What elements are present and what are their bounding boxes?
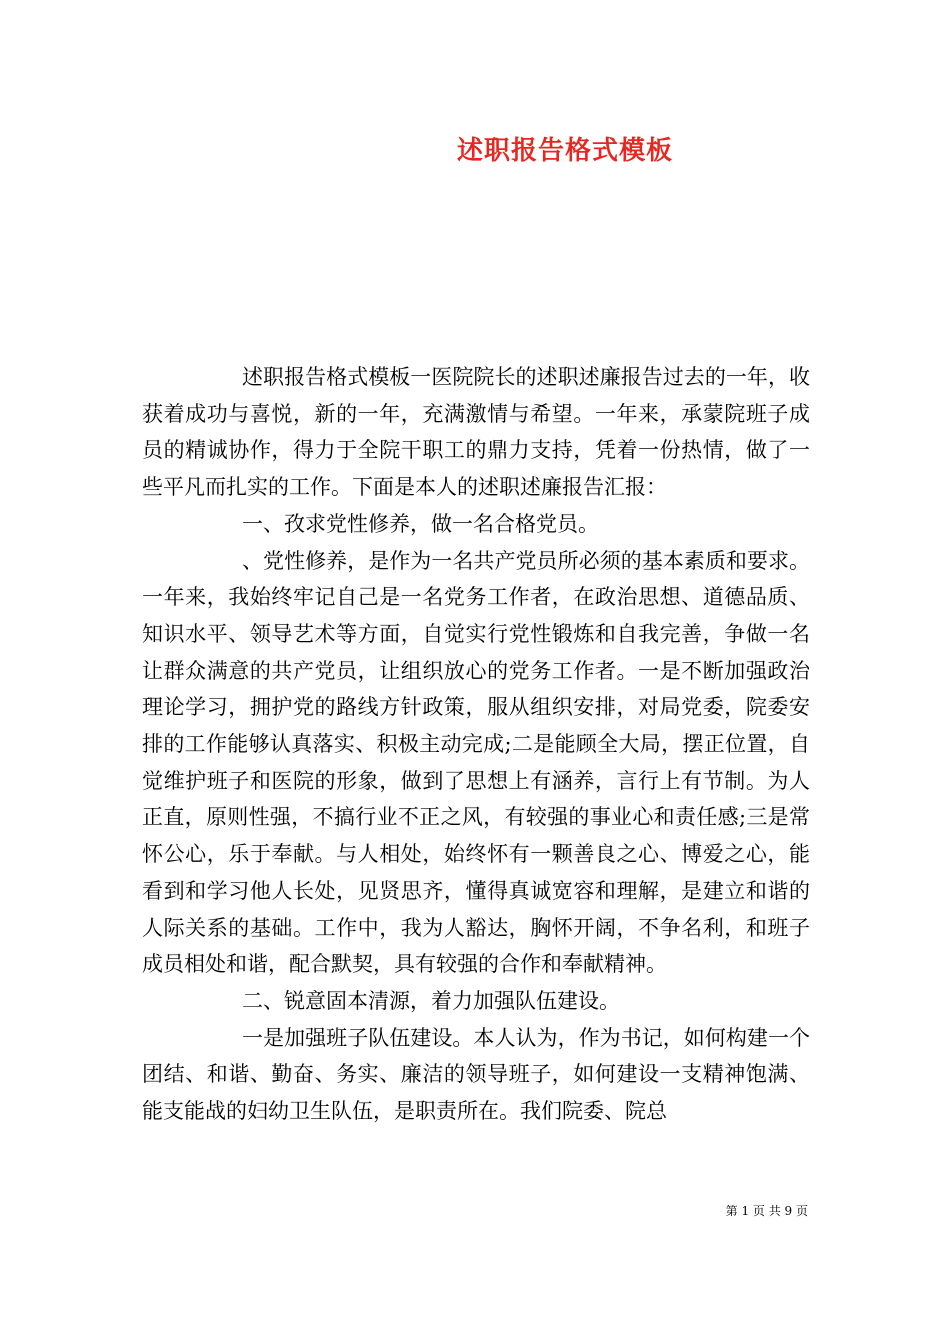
paragraph-party-cultivation: 、党性修养，是作为一名共产党员所必须的基本素质和要求。一年来，我始终牢记自己是一名党务工作者，在政治思想、道德品质、知识水平、领导艺术等方面，自觉实行党性锻炼和自我完善，争做一名让群众满意的共产党员，让组织放心的党务工作者。一是不断加强政治理论学习，拥护党的路线方针政策，服从组织安排，对局党委，院委安排的工作能够认真落实、积极主动完成;二是能顾全大局，摆正位置，自觉维护班子和医院的形象，做到了思想上有涵养，言行上有节制。为人正直，原则性强，不搞行业不正之风，有较强的事业心和责任感;三是常怀公心，乐于奉献。与人相处，始终怀有一颗善良之心、博爱之心，能看到和学习他人长处，见贤思齐，懂得真诚宽容和理解，是建立和谐的人际关系的基础。工作中，我为人豁达，胸怀开阔，不争名利，和班子成员相处和谐，配合默契，具有较强的合作和奉献精神。: [142, 548, 810, 977]
document-body: [142, 359, 810, 1130]
paragraph-intro: 述职报告格式模板一医院院长的述职述廉报告过去的一年，收获着成功与喜悦，新的一年，充满激情与希望。一年来，承蒙院班子成员的精诚协作，得力于全院干职工的鼎力支持，凭着一份热情，做了一些平凡而扎实的工作。下面是本人的述职述廉报告汇报：: [142, 365, 810, 500]
section-heading-1: 一、孜求党性修养，做一名合格党员。: [242, 511, 599, 536]
paragraph-team-building: 一是加强班子队伍建设。本人认为，作为书记，如何构建一个团结、和谐、勤奋、务实、廉洁的领导班子，如何建设一支精神饱满、能支能战的妇幼卫生队伍，是职责所在。我们院委、院总: [142, 1025, 810, 1124]
page-number-footer: 第 1 页 共 9 页: [725, 1204, 808, 1218]
document-title: 述职报告格式模板: [456, 136, 673, 166]
section-heading-2: 二、锐意固本清源，着力加强队伍建设。: [242, 988, 620, 1013]
